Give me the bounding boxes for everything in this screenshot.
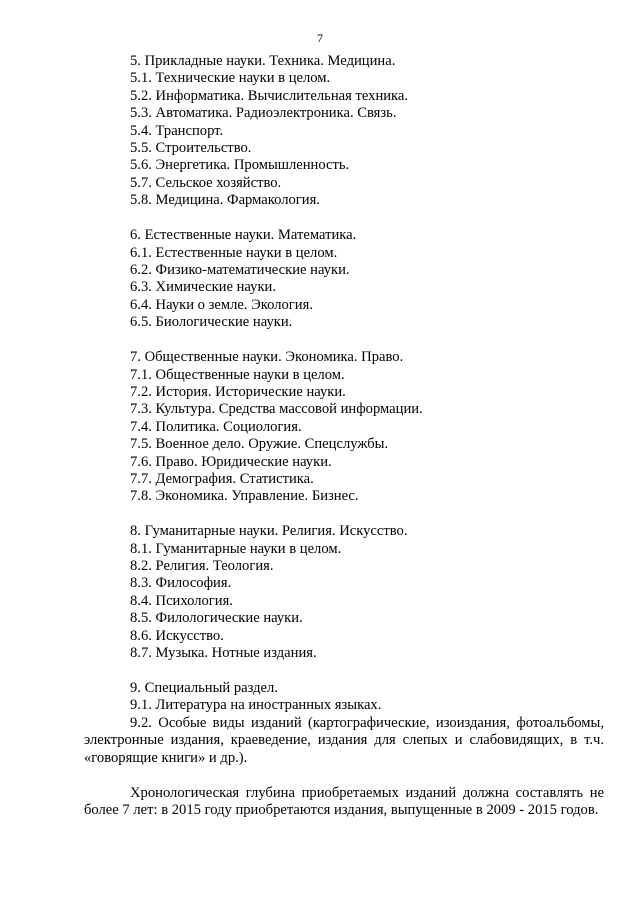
list-item-paragraph: 9.2. Особые виды изданий (картографические, изоиздания, фотоальбомы, электронные издания, краеведение, издания для слепых и слабовидящих, в т.ч. «говорящие книги» и др.).	[84, 714, 604, 766]
list-item: 7.4. Политика. Социология.	[130, 418, 302, 435]
list-item: 8.5. Филологические науки.	[130, 610, 303, 627]
list-item: 5.5. Строительство.	[130, 140, 252, 157]
list-item: 5.6. Энергетика. Промышленность.	[130, 157, 350, 174]
section-heading: 8. Гуманитарные науки. Религия. Искусство.	[130, 523, 408, 540]
section-heading: 9. Специальный раздел.	[130, 680, 278, 696]
list-item: 6.4. Науки о земле. Экология.	[130, 296, 313, 313]
list-item: 5.7. Сельское хозяйство.	[130, 174, 282, 191]
list-item: 7.6. Право. Юридические науки.	[130, 453, 332, 470]
closing-paragraph: Хронологическая глубина приобретаемых изданий должна составлять не более 7 лет: в 2015 году приобретаются издания, выпущенные в 2009 - 2015 годов.	[84, 784, 604, 818]
list-item: 7.3. Культура. Средства массовой информации.	[130, 401, 423, 418]
section-9	[84, 680, 604, 767]
list-item: 8.4. Психология.	[130, 592, 233, 609]
list-item: 7.5. Военное дело. Оружие. Спецслужбы.	[130, 436, 389, 453]
list-item: 6.3. Химические науки.	[130, 279, 277, 296]
list-item: 5.1. Технические науки в целом.	[130, 70, 331, 87]
list-item: 8.1. Гуманитарные науки в целом.	[130, 540, 342, 557]
list-item: 5.3. Автоматика. Радиоэлектроника. Связь.	[130, 105, 397, 122]
list-item: 6.2. Физико-математические науки.	[130, 261, 350, 278]
list-item: 5.2. Информатика. Вычислительная техника.	[130, 87, 409, 104]
list-item: 7.2. История. Исторические науки.	[130, 383, 346, 400]
list-item: 8.2. Религия. Теология.	[130, 558, 274, 575]
list-item: 5.8. Медицина. Фармакология.	[130, 192, 320, 209]
list-item: 7.7. Демография. Статистика.	[130, 470, 314, 487]
section-7	[84, 349, 604, 506]
section-6	[84, 227, 604, 331]
list-item: 5.4. Транспорт.	[130, 122, 224, 139]
page-number: 7	[317, 31, 323, 45]
list-item: 7.8. Экономика. Управление. Бизнес.	[130, 488, 359, 505]
section-heading: 7. Общественные науки. Экономика. Право.	[130, 349, 404, 366]
list-item: 7.1. Общественные науки в целом.	[130, 366, 345, 383]
list-item: 9.1. Литература на иностранных языках.	[130, 697, 382, 714]
section-5	[84, 53, 604, 210]
section-heading: 6. Естественные науки. Математика.	[130, 227, 357, 244]
list-item: 8.7. Музыка. Нотные издания.	[130, 645, 317, 662]
section-heading: 5. Прикладные науки. Техника. Медицина.	[130, 53, 396, 69]
section-8	[84, 523, 604, 662]
page-content	[84, 53, 604, 819]
list-item: 8.6. Искусство.	[130, 627, 224, 644]
list-item: 6.5. Биологические науки.	[130, 314, 293, 331]
list-item: 6.1. Естественные науки в целом.	[130, 244, 338, 261]
list-item: 8.3. Философия.	[130, 575, 232, 592]
